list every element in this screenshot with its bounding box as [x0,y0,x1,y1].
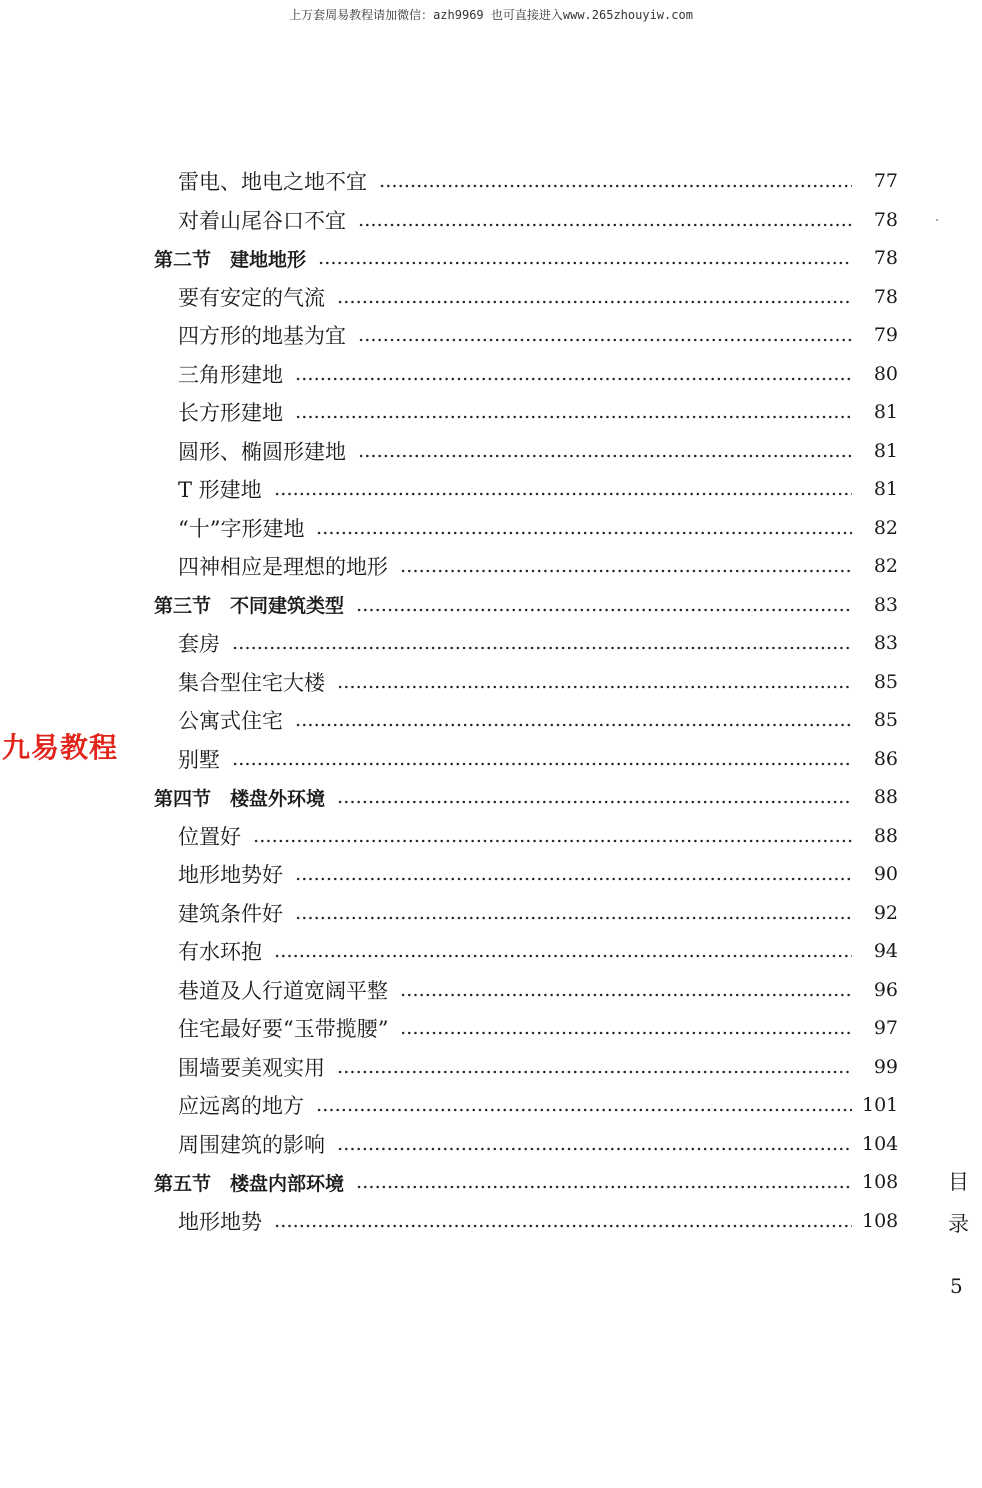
toc-entry-row [154,855,898,894]
dot-leader [295,377,852,381]
dot-leader [358,223,852,227]
toc-page-number: 83 [873,593,898,616]
toc-entry-row [154,432,898,471]
toc-page-number: 80 [873,362,898,385]
toc-entry-row [154,971,898,1010]
toc-label: 公寓式住宅 [178,709,283,734]
toc-entry-row [154,162,898,201]
toc-page-number: 85 [873,709,898,732]
toc-page-number: 82 [873,555,898,578]
toc-label: 第三节 不同建筑类型 [154,595,345,618]
dot-leader [316,1108,852,1112]
dot-leader [253,839,852,843]
toc-page-number: 86 [873,747,898,770]
toc-page-number: 81 [873,401,898,424]
dot-leader [400,993,852,997]
toc-page-number: 78 [873,247,898,270]
dot-leader [316,531,852,535]
toc-entry-row [154,201,898,240]
toc-entry-row [154,355,898,394]
toc-page-number: 81 [873,478,898,501]
toc-entry-row [154,547,898,586]
toc-label: 位置好 [178,824,241,849]
toc-label: 周围建筑的影响 [178,1132,325,1157]
toc-entry-row [154,1125,898,1164]
dot-leader [295,723,852,727]
dot-leader [232,762,852,766]
toc-label: 巷道及人行道宽阔平整 [178,978,388,1003]
toc-label: 第五节 楼盘内部环境 [154,1172,345,1195]
toc-entry-row [154,894,898,933]
watermark-logo: 九易教程 [2,731,119,764]
speck-mark [936,219,938,221]
toc-page-number: 83 [873,632,898,655]
toc-entry-row [154,1086,898,1125]
dot-leader [318,261,852,265]
dot-leader [358,454,852,458]
toc-section-row [154,778,898,817]
toc-section-row [154,586,898,625]
toc-page-number: 79 [873,324,898,347]
toc-label: 有水环抱 [178,940,262,965]
toc-entry-row [154,624,898,663]
dot-leader [295,877,852,881]
toc-entry-row [154,932,898,971]
toc-entry-row [154,278,898,317]
dot-leader [274,954,852,958]
toc-entry-row [154,740,898,779]
toc-page-number: 81 [873,439,898,462]
toc-page-number: 90 [873,863,898,886]
toc-page-number: 94 [873,940,898,963]
side-label-lu: 录 [948,1212,969,1236]
toc-page-number: 97 [873,1017,898,1040]
toc-section-row [154,239,898,278]
toc-section-row [154,1163,898,1202]
dot-leader [400,1031,852,1035]
toc-label: 别墅 [178,747,220,772]
toc-page-number: 78 [873,208,898,231]
toc-label: 应远离的地方 [178,1094,304,1119]
page-number: 5 [950,1274,963,1298]
toc-label: 三角形建地 [178,362,283,387]
dot-leader [337,300,852,304]
dot-leader [274,492,852,496]
toc-entry-row [154,509,898,548]
toc-page-number: 108 [862,1171,899,1194]
toc-page-number: 77 [873,170,898,193]
toc-entry-row [154,701,898,740]
toc-page-number: 108 [862,1209,899,1232]
dot-leader [400,569,852,573]
toc-page-number: 92 [873,901,898,924]
toc-page-number: 85 [873,670,898,693]
toc-page-number: 101 [862,1094,899,1117]
dot-leader [232,646,852,650]
toc-entry-row [154,663,898,702]
toc-label: T 形建地 [178,478,262,503]
toc-label: 第二节 建地地形 [154,248,307,271]
toc-label: 雷电、地电之地不宜 [178,170,367,195]
dot-leader [358,338,852,342]
toc-entry-row [154,1048,898,1087]
table-of-contents [154,162,898,1240]
toc-entry-row [154,470,898,509]
toc-page-number: 104 [862,1132,899,1155]
toc-label: 圆形、椭圆形建地 [178,439,346,464]
toc-label: 要有安定的气流 [178,285,325,310]
toc-label: 地形地势好 [178,863,283,888]
dot-leader [337,800,852,804]
toc-label: 长方形建地 [178,401,283,426]
dot-leader [379,184,852,188]
toc-label: 建筑条件好 [178,901,283,926]
toc-page-number: 99 [873,1055,898,1078]
side-label-mu: 目 [948,1170,969,1194]
toc-label: 集合型住宅大楼 [178,670,325,695]
toc-page-number: 82 [873,516,898,539]
toc-label: 对着山尾谷口不宜 [178,208,346,233]
toc-entry-row [154,316,898,355]
toc-label: 套房 [178,632,220,657]
dot-leader [295,916,852,920]
toc-page-number: 96 [873,978,898,1001]
dot-leader [337,685,852,689]
dot-leader [356,1185,852,1189]
toc-entry-row [154,1202,898,1241]
dot-leader [295,415,852,419]
toc-entry-row [154,817,898,856]
toc-label: 第四节 楼盘外环境 [154,787,326,810]
toc-label: 四神相应是理想的地形 [178,555,388,580]
toc-page-number: 78 [873,285,898,308]
dot-leader [274,1224,852,1228]
toc-entry-row [154,393,898,432]
toc-label: 四方形的地基为宜 [178,324,346,349]
toc-label: “十”字形建地 [178,516,305,541]
toc-entry-row [154,1009,898,1048]
toc-label: 地形地势 [178,1209,262,1234]
toc-page-number: 88 [873,824,898,847]
toc-label: 围墙要美观实用 [178,1055,325,1080]
toc-label: 住宅最好要“玉带揽腰” [178,1017,389,1042]
dot-leader [337,1070,852,1074]
toc-page-number: 88 [873,786,898,809]
dot-leader [337,1147,852,1151]
dot-leader [356,608,852,612]
top-banner: 上万套周易教程请加微信：azh9969 也可直接进入www.265zhouyiw.com [289,8,693,22]
